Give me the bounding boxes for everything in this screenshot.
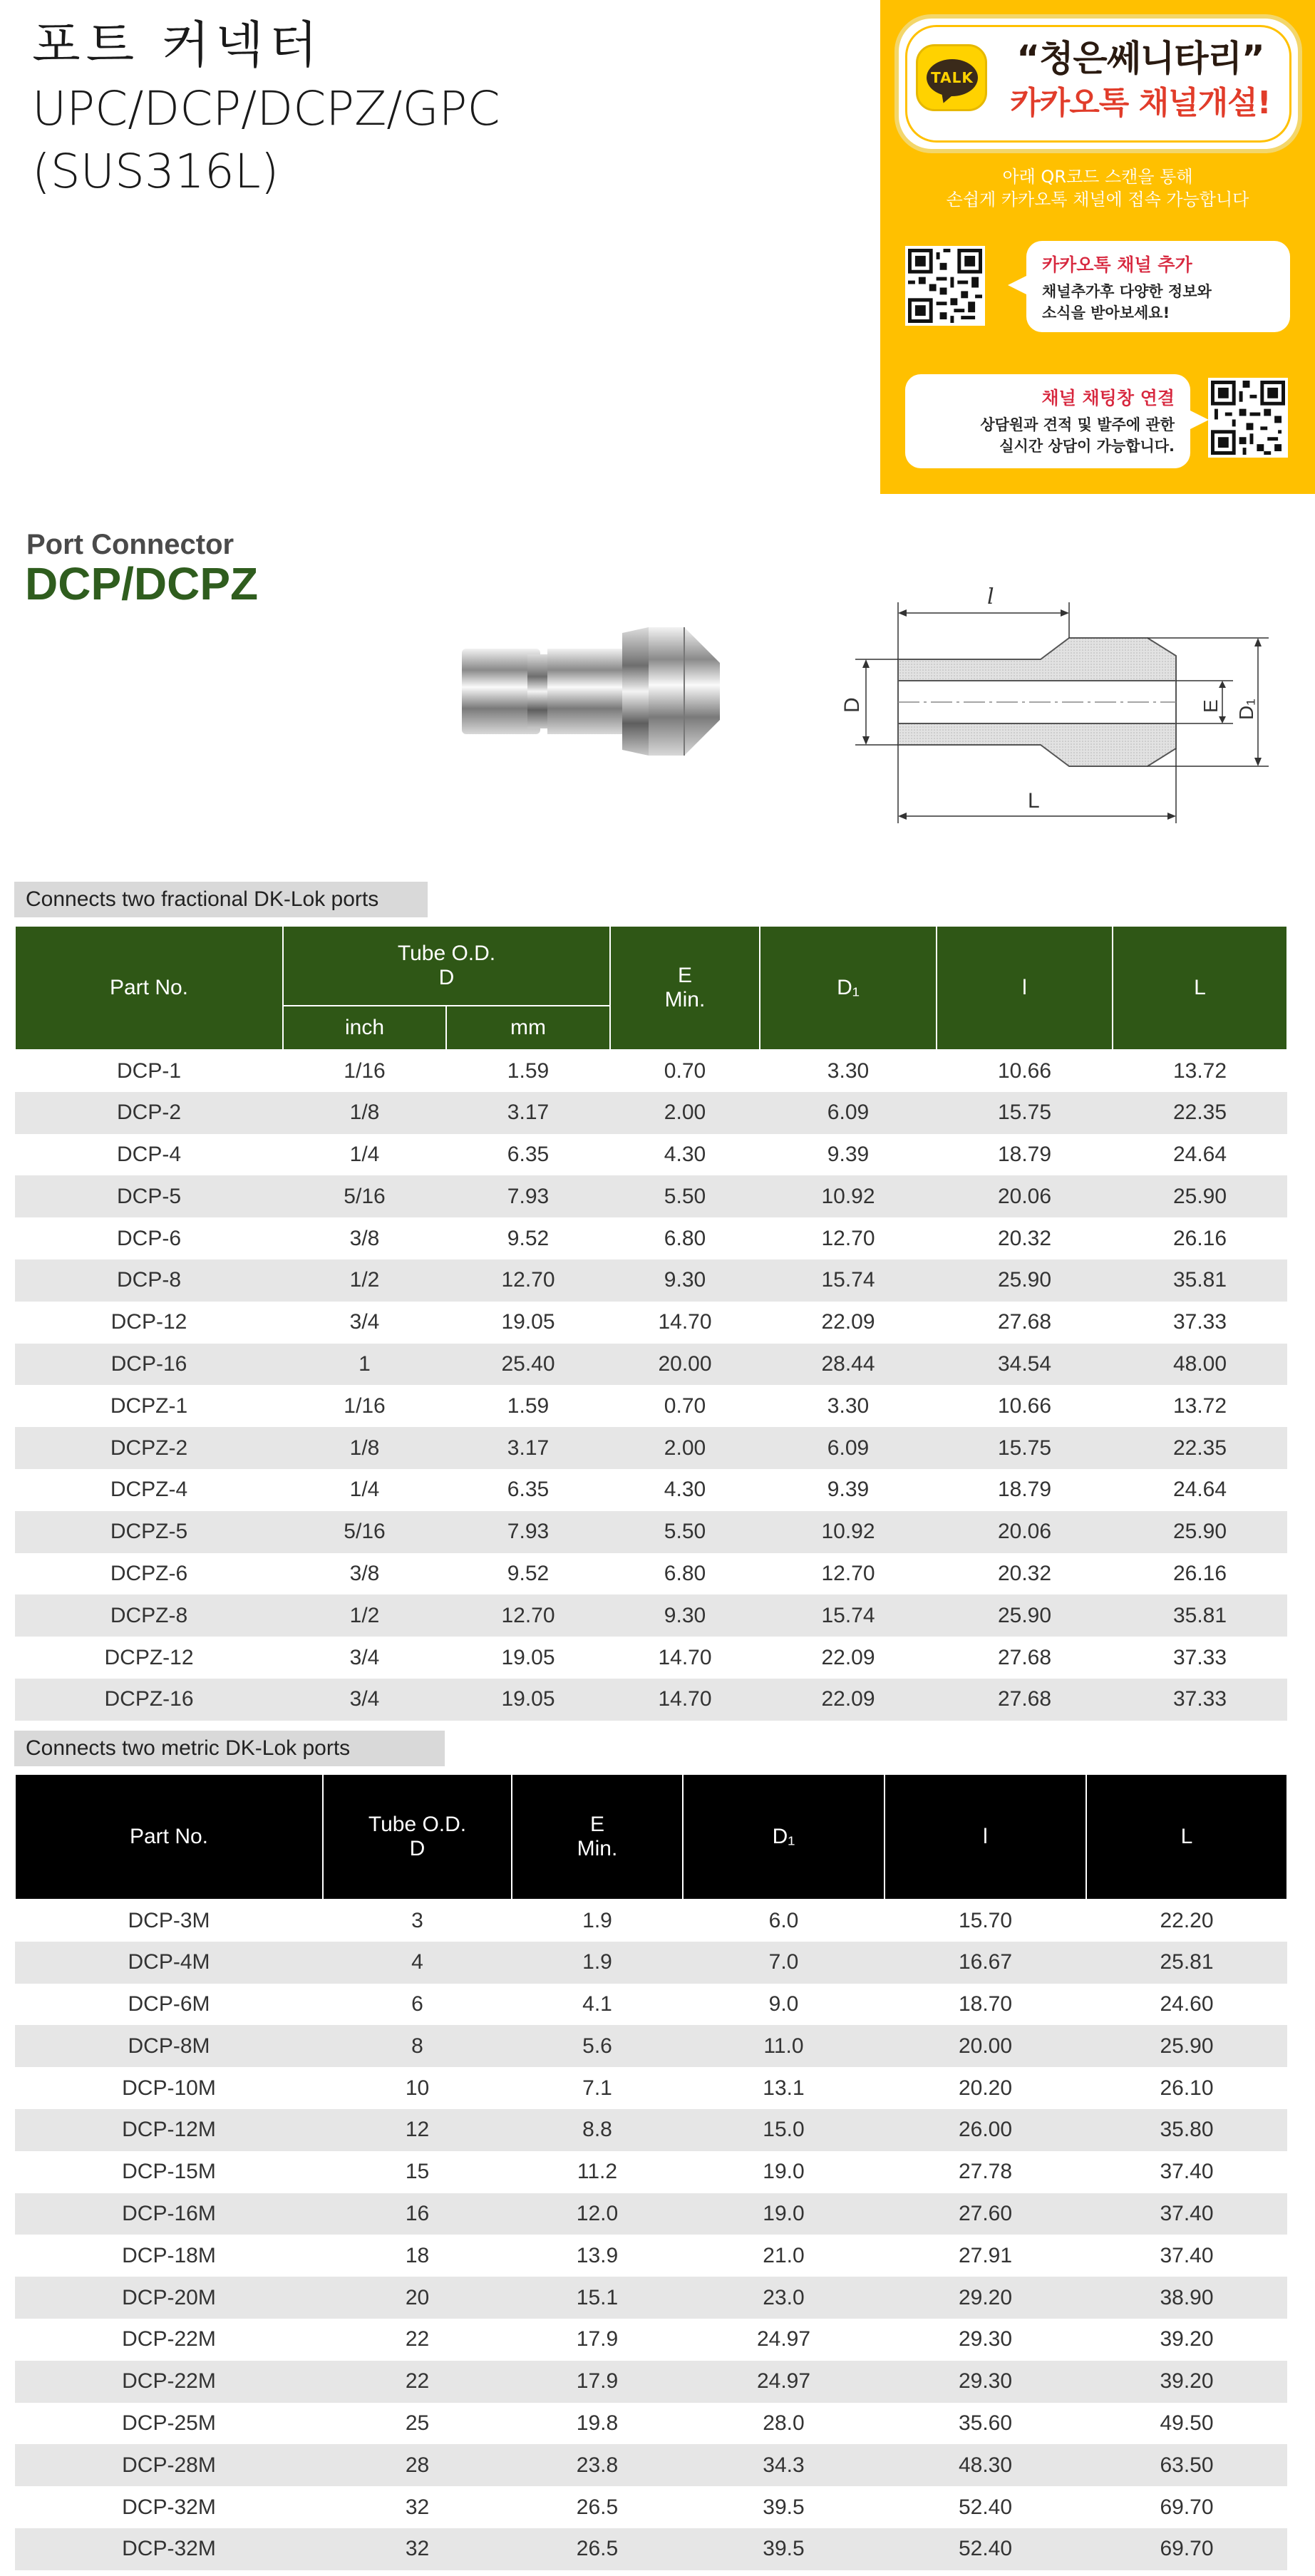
table-cell: 19.0 [763,2160,805,2184]
table-cell: 1/2 [283,1594,446,1637]
table-cell: 2.00 [610,1092,760,1134]
table-cell: 26.16 [1172,1561,1227,1585]
table-cell: 12.70 [821,1226,875,1250]
table-row [15,1594,1287,1637]
table-cell: 52.40 [958,2495,1013,2519]
table-cell: DCP-5 [15,1175,283,1217]
qr-code-chat[interactable] [1208,378,1288,458]
table-cell: 22.09 [821,1310,875,1334]
table-cell: 19.05 [501,1310,555,1334]
add-channel-title: 카카오톡 채널 추가 [1042,254,1192,275]
table-cell: DCP-3M [128,1908,210,1932]
table-cell: 63.50 [1086,2444,1287,2486]
table-cell: 6.09 [760,1092,937,1134]
table-cell: 27.91 [958,2243,1013,2267]
table-cell: 25.40 [446,1344,610,1386]
table-cell: 9.30 [610,1594,760,1637]
banner-company-name: “청은쎄니타리” [1016,38,1264,79]
table-cell: 15.70 [958,1908,1013,1932]
table-cell: 29.20 [885,2277,1086,2319]
table-row [15,1344,1287,1386]
table-cell: 18 [405,2243,430,2267]
table-cell: DCP-16 [15,1344,283,1386]
table-row [15,2025,1287,2067]
table-cell: 0.70 [664,1393,706,1418]
table-cell: DCP-12M [15,2109,323,2151]
table-cell: 26.10 [1160,2076,1214,2100]
table-cell: 21.0 [763,2243,805,2267]
table-row [15,1984,1287,2026]
table-cell: 37.40 [1086,2193,1287,2235]
table-cell: DCPZ-4 [110,1478,188,1502]
table-cell: 1/16 [344,1393,386,1418]
table-cell: 1.9 [582,1908,612,1932]
table-cell: 0.70 [664,1058,706,1083]
table-cell: 15.0 [683,2109,885,2151]
table-cell: 3/8 [349,1561,380,1585]
table-cell: 19.05 [501,1645,555,1669]
table-cell: DCPZ-16 [15,1679,283,1721]
table-cell: DCP-28M [15,2444,323,2486]
table-cell: 28.0 [763,2411,805,2435]
table-cell: 1/8 [283,1092,446,1134]
header-tube-od: Tube O.D. D [323,1774,512,1900]
table-cell: 3/4 [349,1645,380,1669]
table-cell: 6.35 [507,1478,550,1502]
header-d1: D₁ [683,1774,885,1900]
table-cell: 1.59 [507,1058,550,1083]
table-cell: 3.30 [827,1393,870,1418]
table-cell: 25.81 [1086,1942,1287,1984]
table-cell: 34.54 [937,1344,1113,1386]
table-cell: 22.09 [821,1645,875,1669]
table-row [15,2277,1287,2319]
table-row [15,1217,1287,1259]
table-cell: DCP-32M [15,2528,323,2570]
table-row [15,2067,1287,2109]
table-cell: 23.8 [512,2444,683,2486]
kakao-channel-banner [880,0,1315,494]
table-cell: DCP-6 [116,1226,181,1250]
table-row [15,1469,1287,1511]
table-cell: 20.32 [997,1561,1052,1585]
table-cell: 25.90 [1113,1511,1287,1553]
table-cell: 25.90 [1086,2025,1287,2067]
table-cell: 39.5 [683,2528,885,2570]
table-cell: 6.0 [768,1908,799,1932]
table-cell: 15.74 [760,1259,937,1302]
table-cell: DCP-16M [15,2193,323,2235]
table-cell: 24.60 [1160,1992,1214,2016]
table-row [15,2444,1287,2486]
table-cell: DCP-1 [116,1058,181,1083]
table-cell: 6.80 [664,1226,706,1250]
table-cell: 9.52 [507,1561,550,1585]
table-cell: 3/8 [349,1226,380,1250]
table-cell: 6.80 [664,1561,706,1585]
table-row [15,2193,1287,2235]
table-cell: DCP-22M [15,2361,323,2403]
table-cell: DCP-2 [15,1092,283,1134]
table-cell: 16.67 [885,1942,1086,1984]
header-mm: mm [446,1006,610,1050]
table-row [15,2109,1287,2151]
table-cell: 3.17 [446,1427,610,1469]
qr-code-icon [908,249,982,323]
table-cell: 11.2 [577,2160,618,2184]
table-cell: 3.30 [827,1058,870,1083]
table-cell: 25 [405,2411,430,2435]
table-cell: 10.92 [760,1175,937,1217]
table-cell: 22.09 [760,1679,937,1721]
title-korean: 포트 커넥터 [32,16,324,74]
table-row [15,2403,1287,2445]
table-cell: 9.0 [768,1992,799,2016]
table-cell: 38.90 [1086,2277,1287,2319]
table-cell: 37.33 [1172,1310,1227,1334]
table-cell: 10 [405,2076,430,2100]
table-cell: 20 [323,2277,512,2319]
table-cell: 27.68 [937,1679,1113,1721]
dim-label-E: E [1200,699,1222,713]
table-cell: 18.79 [997,1142,1052,1166]
table-row [15,1302,1287,1344]
table-cell: 6 [411,1992,423,2016]
table-cell: 3 [411,1908,423,1932]
talk-label: TALK [927,59,978,96]
table-cell: 48.00 [1113,1344,1287,1386]
title-material: (SUS316L) [32,144,279,199]
table-cell: 11.0 [683,2025,885,2067]
table-cell: 28.44 [760,1344,937,1386]
table-row [15,1385,1287,1427]
add-channel-bubble: 카카오톡 채널 추가 채널추가후 다양한 정보와 소식을 받아보세요! [1026,241,1290,332]
table-cell: 6.09 [760,1427,937,1469]
chat-connect-bubble: 채널 채팅창 연결 상담원과 견적 및 발주에 관한 실시간 상담이 가능합니다. [905,374,1190,468]
table-row [15,1175,1287,1217]
table-cell: 39.20 [1086,2361,1287,2403]
table-cell: 35.81 [1113,1594,1287,1637]
table-cell: 7.93 [446,1511,610,1553]
table-cell: 4.1 [582,1992,612,2016]
table-cell: 5.50 [610,1175,760,1217]
table-cell: DCP-15M [122,2160,216,2184]
table-cell: DCP-25M [122,2411,216,2435]
table-cell: 52.40 [885,2528,1086,2570]
table-cell: 12 [323,2109,512,2151]
table-cell: DCPZ-2 [15,1427,283,1469]
table-cell: 20.00 [885,2025,1086,2067]
table-cell: 5.6 [512,2025,683,2067]
table-row [15,2319,1287,2361]
header-e-min: E Min. [512,1774,683,1900]
table-cell: 29.30 [958,2327,1013,2351]
table-cell: DCP-12 [110,1310,187,1334]
table-cell: 20.06 [937,1175,1113,1217]
table-cell: 15.1 [512,2277,683,2319]
table-cell: 37.33 [1172,1645,1227,1669]
table-cell: 6.35 [507,1142,550,1166]
table-row [15,1511,1287,1553]
table-cell: 5.50 [610,1511,760,1553]
table-cell: 20.32 [997,1226,1052,1250]
table-cell: 14.70 [610,1679,760,1721]
table-cell: 37.33 [1113,1679,1287,1721]
fractional-table-label: Connects two fractional DK-Lok ports [14,882,428,917]
table-cell: 7.93 [446,1175,610,1217]
chat-connect-title: 채널 채팅창 연결 [1041,388,1175,408]
fractional-spec-table [14,925,1288,1721]
table-cell: 7.1 [582,2076,612,2100]
table-row [15,1900,1287,1942]
table-cell: 32 [323,2528,512,2570]
header-L: L [1086,1774,1287,1900]
table-cell: DCP-10M [122,2076,216,2100]
table-cell: 5/16 [283,1511,446,1553]
table-cell: 1/8 [283,1427,446,1469]
dimension-drawing [834,581,1276,838]
table-cell: DCP-8M [15,2025,323,2067]
table-cell: DCP-6M [128,1992,210,2016]
table-cell: 22 [323,2361,512,2403]
header-e-min: E Min. [610,926,760,1050]
table-cell: 27.68 [997,1310,1052,1334]
table-cell: 37.40 [1160,2243,1214,2267]
table-cell: 13.72 [1172,1058,1227,1083]
table-cell: 19.0 [683,2193,885,2235]
table-cell: 35.80 [1086,2109,1287,2151]
table-cell: 17.9 [512,2361,683,2403]
table-cell: 1/4 [349,1478,380,1502]
table-row [15,1092,1287,1134]
table-cell: 1.9 [512,1942,683,1984]
table-cell: 26.16 [1172,1226,1227,1250]
kakaotalk-icon [916,44,987,111]
table-cell: 1/2 [283,1259,446,1302]
table-cell: DCP-4M [15,1942,323,1984]
table-cell: 13.72 [1172,1393,1227,1418]
table-cell: 48.30 [885,2444,1086,2486]
banner-description: 아래 QR코드 스캔을 통해 손쉽게 카카오톡 채널에 접속 가능합니다 [946,167,1249,210]
table-cell: DCPZ-5 [15,1511,283,1553]
table-cell: 9.52 [507,1226,550,1250]
table-cell: 25.90 [937,1259,1113,1302]
table-row [15,1553,1287,1595]
table-cell: 22.35 [1113,1092,1287,1134]
table-cell: 22 [405,2327,430,2351]
section-subtitle: Port Connector [26,529,234,560]
table-cell: 20.06 [937,1511,1113,1553]
table-cell: DCP-22M [122,2327,216,2351]
table-cell: 69.70 [1160,2495,1214,2519]
table-cell: 9.30 [610,1259,760,1302]
dim-label-l: l [987,584,994,609]
table-cell: 1/16 [344,1058,386,1083]
table-cell: 12.70 [446,1259,610,1302]
table-cell: 19.8 [576,2411,619,2435]
header-tube-od: Tube O.D. D [283,926,610,1006]
table-cell: 27.78 [958,2160,1013,2184]
table-cell: 20.00 [610,1344,760,1386]
table-row [15,2486,1287,2528]
page-title [32,16,852,211]
header-l-small: l [885,1774,1086,1900]
dim-label-D1: D₁ [1235,699,1257,720]
table-cell: 8.8 [512,2109,683,2151]
table-cell: 26.5 [576,2495,619,2519]
table-row [15,1050,1287,1092]
table-cell: DCP-4 [116,1142,181,1166]
table-cell: 34.3 [683,2444,885,2486]
table-row [15,2361,1287,2403]
table-cell: DCPZ-1 [110,1393,188,1418]
table-cell: DCPZ-12 [104,1645,194,1669]
table-cell: 17.9 [576,2327,619,2351]
table-cell: 1/4 [349,1142,380,1166]
table-cell: 39.20 [1160,2327,1214,2351]
table-cell: 22.35 [1113,1427,1287,1469]
header-l-small: l [937,926,1113,1050]
table-cell: 3.17 [446,1092,610,1134]
header-d1: D₁ [760,926,937,1050]
table-cell: 20.20 [958,2076,1013,2100]
table-cell: 4 [323,1942,512,1984]
metric-table-label: Connects two metric DK-Lok ports [14,1731,445,1766]
table-cell: 1.59 [507,1393,550,1418]
table-cell: 3/4 [283,1679,446,1721]
table-cell: 10.66 [997,1058,1052,1083]
header-part-no: Part No. [15,1774,323,1900]
dim-label-L: L [1028,789,1040,813]
table-cell: 22.20 [1160,1908,1214,1932]
table-cell: 14.70 [658,1310,712,1334]
table-cell: 18.70 [958,1992,1013,2016]
section-title: DCP/DCPZ [25,558,259,609]
metric-spec-table [14,1773,1288,2570]
table-cell: 12.0 [512,2193,683,2235]
table-cell: 5/16 [283,1175,446,1217]
table-cell: 23.0 [683,2277,885,2319]
header-inch: inch [283,1006,446,1050]
table-cell: 19.05 [446,1679,610,1721]
table-cell: 3/4 [349,1310,380,1334]
table-cell: 4.30 [664,1142,706,1166]
table-cell: 15.74 [760,1594,937,1637]
product-photo [449,620,748,763]
table-cell: 27.68 [997,1645,1052,1669]
table-row [15,1942,1287,1984]
table-cell: 35.81 [1113,1259,1287,1302]
banner-subtitle: 카카오톡 채널개설! [1010,85,1271,121]
table-row [15,1427,1287,1469]
table-row [15,1679,1287,1721]
header-L: L [1113,926,1287,1050]
table-cell: DCP-32M [122,2495,216,2519]
table-cell: 13.9 [576,2243,619,2267]
table-cell: 26.00 [885,2109,1086,2151]
table-cell: 27.60 [885,2193,1086,2235]
table-row [15,2528,1287,2570]
table-cell: 69.70 [1086,2528,1287,2570]
table-row [15,1134,1287,1176]
table-cell: 14.70 [658,1645,712,1669]
table-cell: 10.66 [997,1393,1052,1418]
table-cell: 32 [405,2495,430,2519]
table-row [15,2235,1287,2277]
table-cell: 24.64 [1172,1142,1227,1166]
table-cell: 15.75 [937,1092,1113,1134]
table-cell: 7.0 [683,1942,885,1984]
table-cell: DCPZ-6 [110,1561,188,1585]
table-cell: 12.70 [446,1594,610,1637]
table-cell: 49.50 [1160,2411,1214,2435]
table-cell: 35.60 [958,2411,1013,2435]
table-cell: 13.1 [763,2076,805,2100]
table-row [15,2151,1287,2193]
table-cell: 12.70 [821,1561,875,1585]
table-cell: 24.64 [1172,1478,1227,1502]
table-row [15,1259,1287,1302]
qr-code-icon [1211,381,1285,455]
dim-label-D: D [840,697,864,713]
table-cell: DCP-8 [15,1259,283,1302]
header-part-no: Part No. [15,926,283,1050]
qr-code-add-channel[interactable] [905,246,985,326]
table-cell: 15 [405,2160,430,2184]
table-cell: 26.5 [512,2528,683,2570]
table-cell: 28 [323,2444,512,2486]
table-cell: 25.90 [1113,1175,1287,1217]
table-cell: 4.30 [664,1478,706,1502]
table-cell: 29.30 [885,2361,1086,2403]
table-cell: 25.90 [937,1594,1113,1637]
table-cell: 8 [323,2025,512,2067]
table-cell: 16 [323,2193,512,2235]
table-cell: 9.39 [827,1142,870,1166]
table-cell: DCP-18M [122,2243,216,2267]
table-cell: 2.00 [610,1427,760,1469]
table-cell: 24.97 [683,2361,885,2403]
table-cell: 15.75 [937,1427,1113,1469]
table-row [15,1637,1287,1679]
table-cell: 10.92 [760,1511,937,1553]
table-cell: 9.39 [827,1478,870,1502]
table-cell: 37.40 [1160,2160,1214,2184]
title-models: UPC/DCP/DCPZ/GPC [32,81,500,136]
table-cell: 18.79 [997,1478,1052,1502]
table-cell: DCP-20M [15,2277,323,2319]
table-cell: DCPZ-8 [15,1594,283,1637]
table-cell: 1 [283,1344,446,1386]
table-cell: 39.5 [763,2495,805,2519]
table-cell: 24.97 [756,2327,811,2351]
